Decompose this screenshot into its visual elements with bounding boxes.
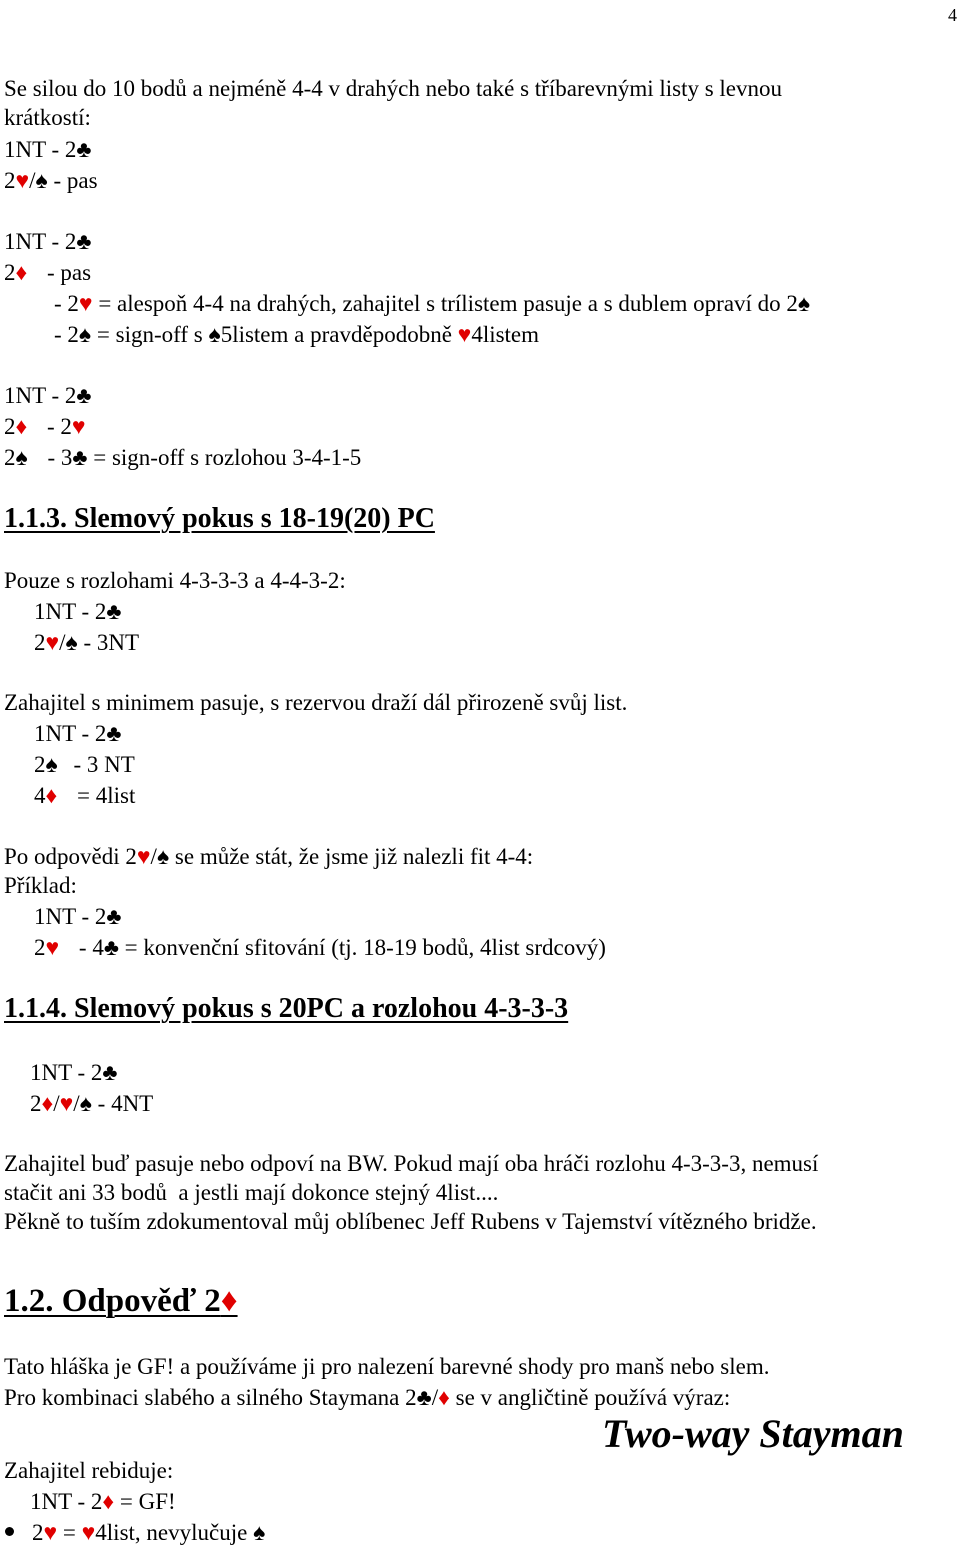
diamond-icon: ♦ [41, 1091, 54, 1116]
heart-icon: ♥ [136, 844, 151, 869]
bid-text: - 4NT [91, 1091, 154, 1116]
bid-sequence-line [32, 1519, 265, 1546]
spade-icon: ♠ [79, 1091, 92, 1116]
bid-text: = GF! [114, 1489, 176, 1514]
heading-text: 1.2. Odpověď 2 [4, 1283, 221, 1319]
bid-sequence-line [30, 1488, 176, 1515]
bid-sequence-line [4, 413, 86, 440]
bid-sequence-line [34, 598, 122, 625]
paragraph: Pěkně to tuším zdokumentoval můj oblíbenec Jeff Rubens v Tajemství vítězného bridže. [4, 1209, 817, 1234]
bid-text: 1NT - 2 [30, 1489, 103, 1514]
heart-icon: ♥ [71, 414, 86, 439]
bid-text: 1NT - 2 [34, 904, 107, 929]
bid-text: - 3 NT [67, 752, 135, 777]
heart-icon: ♥ [78, 291, 93, 316]
heart-icon: ♥ [457, 322, 472, 347]
text: Po odpovědi 2 [4, 844, 137, 869]
text: / [431, 1385, 439, 1410]
club-icon: ♣ [76, 229, 92, 254]
bid-text: - 2 [54, 322, 79, 347]
bid-text: = konvenční sfitování (tj. 18-19 bodů, 4list srdcový) [118, 935, 606, 960]
bid-text: 2 [30, 1091, 42, 1116]
bid-text: = alespoň 4-4 na drahých, zahajitel s trílistem pasuje a s dublem opraví do 2 [92, 291, 798, 316]
bid-text: = 4list [71, 783, 136, 808]
bid-sequence-line [30, 1090, 153, 1117]
bid-text: - 2 [54, 291, 79, 316]
bid-text: - 4 [73, 935, 104, 960]
intro-line-1: Se silou do 10 bodů a nejméně 4-4 v drahých nebo také s tříbarevnými listy s levnou [4, 76, 783, 101]
heart-icon: ♥ [15, 168, 30, 193]
bid-text: / [73, 1091, 80, 1116]
bid-text: 4listem [471, 322, 540, 347]
paragraph: Zahajitel buď pasuje nebo odpoví na BW. Pokud mají oba hráči rozlohu 4-3-3-3, nemusí [4, 1151, 819, 1176]
club-icon: ♣ [102, 1060, 118, 1085]
club-icon: ♣ [416, 1385, 432, 1410]
bid-sequence-line [34, 751, 135, 778]
example-label: Příklad: [4, 873, 77, 898]
bid-text: 1NT - 2 [4, 229, 77, 254]
club-icon: ♣ [106, 599, 122, 624]
paragraph: Zahajitel s minimem pasuje, s rezervou draží dál přirozeně svůj list. [4, 690, 628, 715]
section-heading-1-1-4: 1.1.4. Slemový pokus s 20PC a rozlohou 4-3-3-3 [4, 993, 569, 1024]
bid-sequence-line [34, 720, 122, 747]
heart-icon: ♥ [81, 1520, 96, 1545]
diamond-icon: ♦ [15, 260, 28, 285]
bid-text: 2 [4, 445, 16, 470]
intro-line-2: krátkostí: [4, 105, 91, 130]
bid-text: 4list, nevylučuje [95, 1520, 254, 1545]
bid-text: - 3NT [77, 630, 140, 655]
heart-icon: ♥ [45, 935, 60, 960]
spade-icon: ♠ [253, 1520, 266, 1545]
diamond-icon: ♦ [102, 1489, 115, 1514]
bid-sequence-line [34, 629, 139, 656]
bid-sequence-line [4, 444, 361, 471]
club-icon: ♣ [76, 137, 92, 162]
club-icon: ♣ [103, 935, 119, 960]
text: / [150, 844, 157, 869]
spade-icon: ♠ [78, 322, 92, 347]
club-icon: ♣ [72, 445, 88, 470]
paragraph [4, 1384, 730, 1411]
bid-text: = sign-off s [91, 322, 209, 347]
page-number: 4 [948, 5, 957, 25]
bid-text: - 3 [41, 445, 73, 470]
diamond-icon: ♦ [15, 414, 28, 439]
spade-icon: ♠ [797, 291, 811, 316]
bid-sequence-line [30, 1059, 118, 1086]
bid-text: / [59, 630, 66, 655]
section-heading-1-1-3: 1.1.3. Slemový pokus s 18-19(20) PC [4, 503, 435, 534]
spade-icon: ♠ [208, 322, 221, 347]
bid-text: 1NT - 2 [34, 721, 107, 746]
bid-text: / [29, 168, 36, 193]
bid-sequence-line [4, 167, 98, 194]
bid-sequence-line [4, 382, 92, 409]
paragraph: Zahajitel rebiduje: [4, 1458, 174, 1483]
bid-text: 2 [4, 168, 16, 193]
text: Pro kombinaci slabého a silného Staymana 2 [4, 1385, 417, 1410]
bid-text: 2 [34, 630, 46, 655]
club-icon: ♣ [106, 904, 122, 929]
bid-sequence-line [34, 782, 135, 809]
bid-text: 2 [4, 414, 16, 439]
bid-sequence-line [34, 934, 606, 961]
paragraph [4, 843, 533, 870]
bid-text: = sign-off s rozlohou 3-4-1-5 [87, 445, 362, 470]
heart-icon: ♥ [59, 1091, 74, 1116]
bid-sequence-line [34, 903, 122, 930]
paragraph: stačit ani 33 bodů a jestli mají dokonce stejný 4list.... [4, 1180, 499, 1205]
spade-icon: ♠ [15, 445, 28, 470]
heart-icon: ♥ [45, 630, 60, 655]
club-icon: ♣ [76, 383, 92, 408]
bid-text: 2 [4, 260, 16, 285]
paragraph: Pouze s rozlohami 4-3-3-3 a 4-4-3-2: [4, 568, 346, 593]
bid-sequence-line [54, 290, 810, 317]
bid-sequence-line [4, 228, 92, 255]
diamond-icon: ♦ [45, 783, 58, 808]
bid-text: 1NT - 2 [4, 137, 77, 162]
bid-text: 2 [32, 1520, 44, 1545]
club-icon: ♣ [106, 721, 122, 746]
two-way-stayman-title: Two-way Stayman [602, 1411, 904, 1456]
bid-text: 4 [34, 783, 46, 808]
bid-text: 2 [34, 935, 46, 960]
bid-sequence-line [4, 259, 91, 286]
bid-sequence-line [54, 321, 539, 348]
bid-text: 2 [34, 752, 46, 777]
spade-icon: ♠ [35, 168, 48, 193]
diamond-icon: ♦ [438, 1385, 450, 1410]
bid-text: 1NT - 2 [4, 383, 77, 408]
text: se v angličtině používá výraz: [449, 1385, 731, 1410]
spade-icon: ♠ [156, 844, 170, 869]
bid-text: 5listem a pravděpodobně [220, 322, 458, 347]
bid-text: = [57, 1520, 82, 1545]
bid-text: - pas [41, 260, 92, 285]
bullet-icon [5, 1527, 14, 1536]
spade-icon: ♠ [45, 752, 58, 777]
bid-text: / [53, 1091, 60, 1116]
spade-icon: ♠ [65, 630, 78, 655]
section-heading-1-2 [4, 1282, 238, 1320]
paragraph: Tato hláška je GF! a používáme ji pro nalezení barevné shody pro manš nebo slem. [4, 1354, 770, 1379]
bid-sequence-line [4, 136, 92, 163]
bid-text: 1NT - 2 [30, 1060, 103, 1085]
text: se může stát, že jsme již nalezli fit 4-4: [169, 844, 534, 869]
bid-text: - 2 [41, 414, 72, 439]
diamond-icon: ♦ [220, 1283, 238, 1319]
heart-icon: ♥ [43, 1520, 58, 1545]
bid-text: 1NT - 2 [34, 599, 107, 624]
bid-text: - pas [47, 168, 98, 193]
